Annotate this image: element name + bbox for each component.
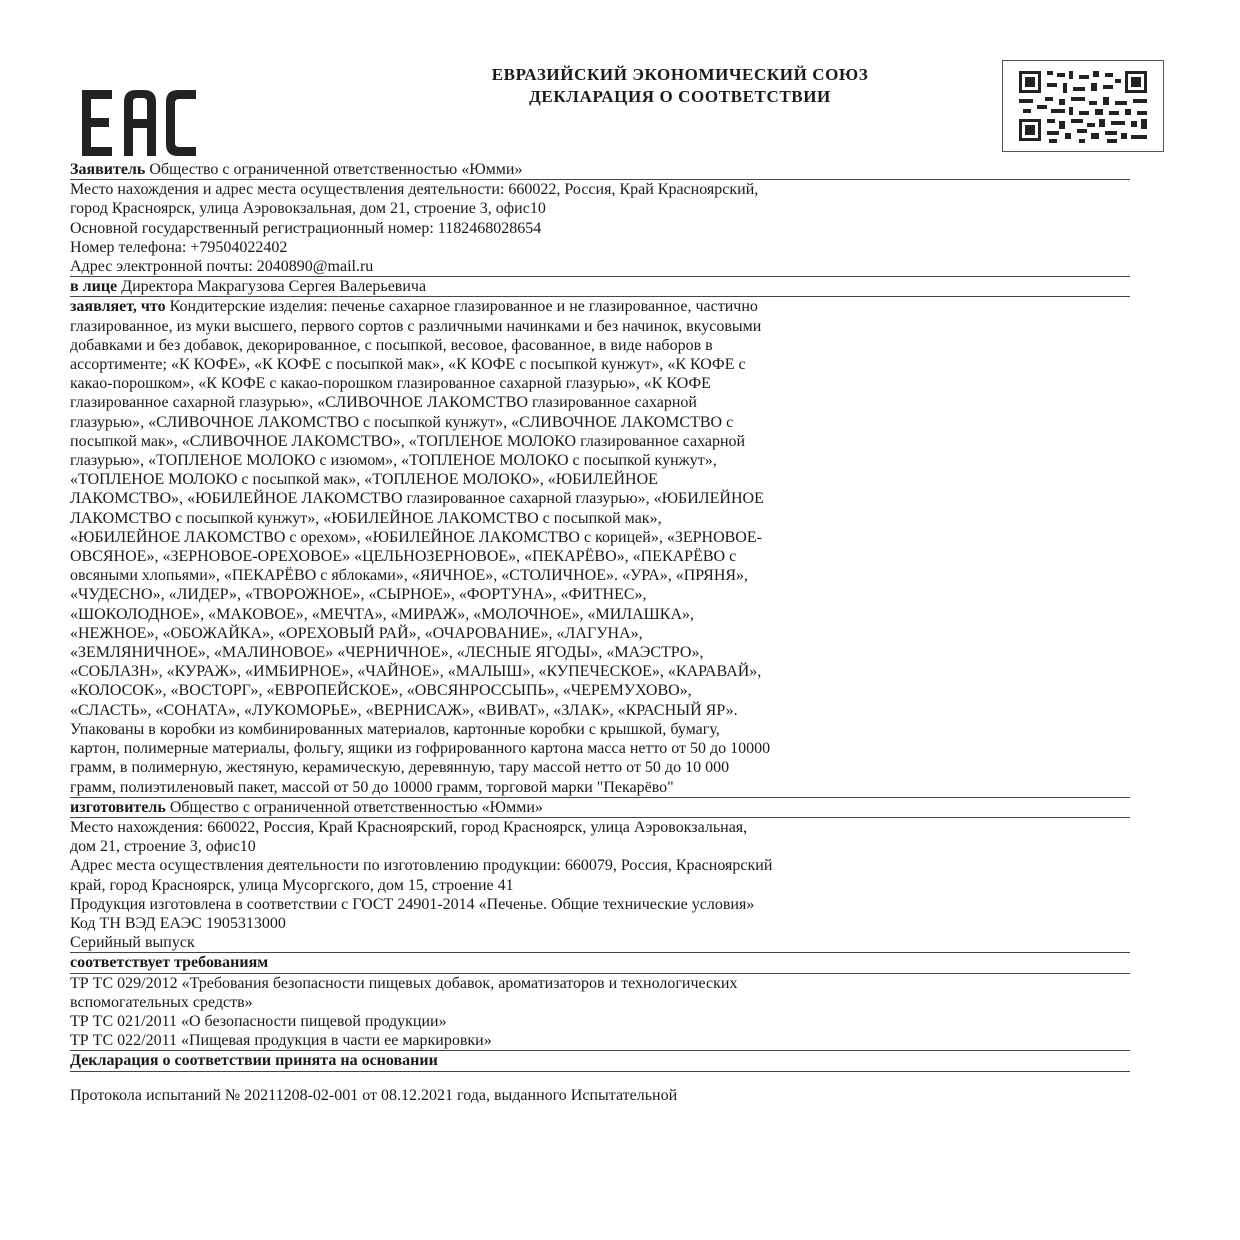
declaration-body — [70, 160, 1140, 1105]
manufacturer-activity-line2: край, город Красноярск, улица Мусоргского, дом 15, строение 41 — [70, 876, 514, 894]
document-header — [360, 64, 1000, 108]
applicant-row — [70, 160, 1130, 180]
declares-text-10: ЛАКОМСТВО», «ЮБИЛЕЙНОЕ ЛАКОМСТВО глазированное сахарной глазурью», «ЮБИЛЕЙНОЕ — [70, 490, 764, 508]
declares-line — [70, 297, 1140, 316]
declares-text-12: «ЮБИЛЕЙНОЕ ЛАКОМСТВО с орехом», «ЮБИЛЕЙНОЕ ЛАКОМСТВО с корицей», «ЗЕРНОВОЕ- — [70, 528, 762, 546]
declares-text-3: ассортименте; «К КОФЕ», «К КОФЕ с посыпкой мак», «К КОФЕ с посыпкой кунжут», «К КОФЕ с — [70, 356, 746, 374]
manufacturer-row — [70, 798, 1130, 818]
declares-text-0: Кондитерские изделия: печенье сахарное глазированное и не глазированное, частично — [169, 298, 758, 316]
declares-text-6: глазурью», «СЛИВОЧНОЕ ЛАКОМСТВО с посыпкой кунжут», «СЛИВОЧНОЕ ЛАКОМСТВО с — [70, 413, 734, 431]
manufacturer-label: изготовитель — [70, 798, 166, 816]
declares-text-14: овсяными хлопьями», «ПЕКАРЁВО с яблоками», «ЯИЧНОЕ», «СТОЛИЧНОЕ». «УРА», «ПРЯНЯ», — [70, 567, 749, 585]
manufacturer-standard: Продукция изготовлена в соответствии с ГОСТ 24901-2014 «Печенье. Общие технические условия» — [70, 895, 755, 913]
declares-text-22: Упакованы в коробки из комбинированных материалов, картонные коробки с крышкой, бумагу, — [70, 720, 720, 738]
applicant-email: Адрес электронной почты: 2040890@mail.ru — [70, 257, 1130, 277]
qr-code-icon — [1002, 60, 1164, 152]
requirement-tr029-line1: ТР ТС 029/2012 «Требования безопасности пищевых добавок, ароматизаторов и технологических — [70, 974, 738, 992]
declares-label: заявляет, что — [70, 298, 166, 316]
declares-text-23: картон, полимерные материалы, фольгу, ящики из гофрированного картона масса нетто от 50 до 10000 — [70, 740, 771, 758]
declares-text-20: «КОЛОСОК», «ВОСТОРГ», «ЕВРОПЕЙСКОЕ», «ОВСЯНРОССЫПЬ», «ЧЕРЕМУХОВО», — [70, 682, 692, 700]
declares-text-7: посыпкой мак», «СЛИВОЧНОЕ ЛАКОМСТВО», «ТОПЛЕНОЕ МОЛОКО глазированное сахарной — [70, 432, 746, 450]
applicant-ogrn: Основной государственный регистрационный номер: 1182468028654 — [70, 219, 542, 237]
declares-text-24: грамм, в полимерную, жестяную, керамическую, деревянную, тару массой нетто от 50 до 10 000 — [70, 759, 730, 777]
declares-text-4: какао-порошком», «К КОФЕ с какао-порошком глазированное сахарной глазурью», «К КОФЕ — [70, 375, 711, 393]
manufacturer-release: Серийный выпуск — [70, 933, 1130, 953]
declares-text-15: «ЧУДЕСНО», «ЛИДЕР», «ТВОРОЖНОЕ», «СЫРНОЕ», «ФОРТУНА», «ФИТНЕС», — [70, 586, 647, 604]
manufacturer-hs-code: Код ТН ВЭД ЕАЭС 1905313000 — [70, 914, 286, 932]
declaration-title: ДЕКЛАРАЦИЯ О СООТВЕТСТВИИ — [529, 87, 831, 106]
declares-text-8: глазурью», «ТОПЛЕНОЕ МОЛОКО с изюмом», «ТОПЛЕНОЕ МОЛОКО с посыпкой кунжут», — [70, 452, 717, 470]
requirement-tr029-line2: вспомогательных средств» — [70, 993, 253, 1011]
manufacturer-location-line1: Место нахождения: 660022, Россия, Край Красноярский, город Красноярск, улица Аэровокзальная, — [70, 818, 748, 836]
person-label: в лице — [70, 278, 118, 296]
requirement-tr022: ТР ТС 022/2011 «Пищевая продукция в части ее маркировки» — [70, 1031, 1130, 1051]
requirement-tr021: ТР ТС 021/2011 «О безопасности пищевой продукции» — [70, 1012, 447, 1030]
declares-text-9: «ТОПЛЕНОЕ МОЛОКО с посыпкой мак», «ТОПЛЕНОЕ МОЛОКО», «ЮБИЛЕЙНОЕ — [70, 471, 658, 489]
applicant-person-row — [70, 277, 1130, 297]
manufacturer-location-line2: дом 21, строение 3, офис10 — [70, 838, 256, 856]
declares-text-5: глазированное сахарной глазурью», «СЛИВОЧНОЕ ЛАКОМСТВО глазированное сахарной — [70, 394, 697, 412]
applicant-label: Заявитель — [70, 161, 146, 178]
basis-protocol: Протокола испытаний № 20211208-02-001 от 08.12.2021 года, выданного Испытательной — [70, 1086, 678, 1104]
applicant-phone: Номер телефона: +79504022402 — [70, 238, 288, 256]
declares-text-21: «СЛАСТЬ», «СОНАТА», «ЛУКОМОРЬЕ», «ВЕРНИСАЖ», «ВИВАТ», «ЗЛАК», «КРАСНЫЙ ЯР». — [70, 701, 738, 719]
basis-label: Декларация о соответствии принята на основании — [70, 1051, 1130, 1071]
manufacturer-activity-line1: Адрес места осуществления деятельности по изготовлению продукции: 660079, Россия, Красноярский — [70, 857, 773, 875]
declares-text-18: «ЗЕМЛЯНИЧНОЕ», «МАЛИНОВОЕ» «ЧЕРНИЧНОЕ», «ЛЕСНЫЕ ЯГОДЫ», «МАЭСТРО», — [70, 644, 704, 662]
declares-text-16: «ШОКОЛОДНОЕ», «МАКОВОЕ», «МЕЧТА», «МИРАЖ», «МОЛОЧНОЕ», «МИЛАШКА», — [70, 605, 695, 623]
requirements-label: соответствует требованиям — [70, 953, 1130, 973]
declares-text-1: глазированное, из муки высшего, первого сортов с различными начинками и без начинок, вкусовыми — [70, 317, 762, 335]
applicant-address-line2: город Красноярск, улица Аэровокзальная, дом 21, строение 3, офис10 — [70, 200, 546, 218]
declares-block — [70, 297, 1140, 797]
declares-text-13: ОВСЯНОЕ», «ЗЕРНОВОЕ-ОРЕХОВОЕ» «ЦЕЛЬНОЗЕРНОВОЕ», «ПЕКАРЁВО», «ПЕКАРЁВО с — [70, 548, 737, 566]
person-name: Директора Макрагузова Сергея Валерьевича — [121, 278, 427, 296]
union-title: ЕВРАЗИЙСКИЙ ЭКОНОМИЧЕСКИЙ СОЮЗ — [491, 65, 869, 84]
declares-text-19: «СОБЛАЗН», «КУРАЖ», «ИМБИРНОЕ», «ЧАЙНОЕ», «МАЛЫШ», «КУПЕЧЕСКОЕ», «КАРАВАЙ», — [70, 663, 762, 681]
eac-logo — [80, 88, 200, 158]
declares-text-17: «НЕЖНОЕ», «ОБОЖАЙКА», «ОРЕХОВЫЙ РАЙ», «ОЧАРОВАНИЕ», «ЛАГУНА», — [70, 624, 643, 642]
declares-text-11: ЛАКОМСТВО с посыпкой кунжут», «ЮБИЛЕЙНОЕ ЛАКОМСТВО с посыпкой мак», — [70, 509, 662, 527]
manufacturer-name: Общество с ограниченной ответственностью «Юмми» — [169, 798, 543, 816]
applicant-address-line1: Место нахождения и адрес места осуществления деятельности: 660022, Россия, Край Красноярский, — [70, 181, 759, 199]
applicant-name: Общество с ограниченной ответственностью «Юмми» — [149, 161, 523, 178]
declares-text-25: грамм, полиэтиленовый пакет, массой от 50 до 10000 грамм, торговой марки "Пекарёво" — [70, 778, 1130, 798]
declares-text-2: добавками и без добавок, декорированное, с посыпкой, весовое, фасованное, в виде наборов в — [70, 336, 713, 354]
